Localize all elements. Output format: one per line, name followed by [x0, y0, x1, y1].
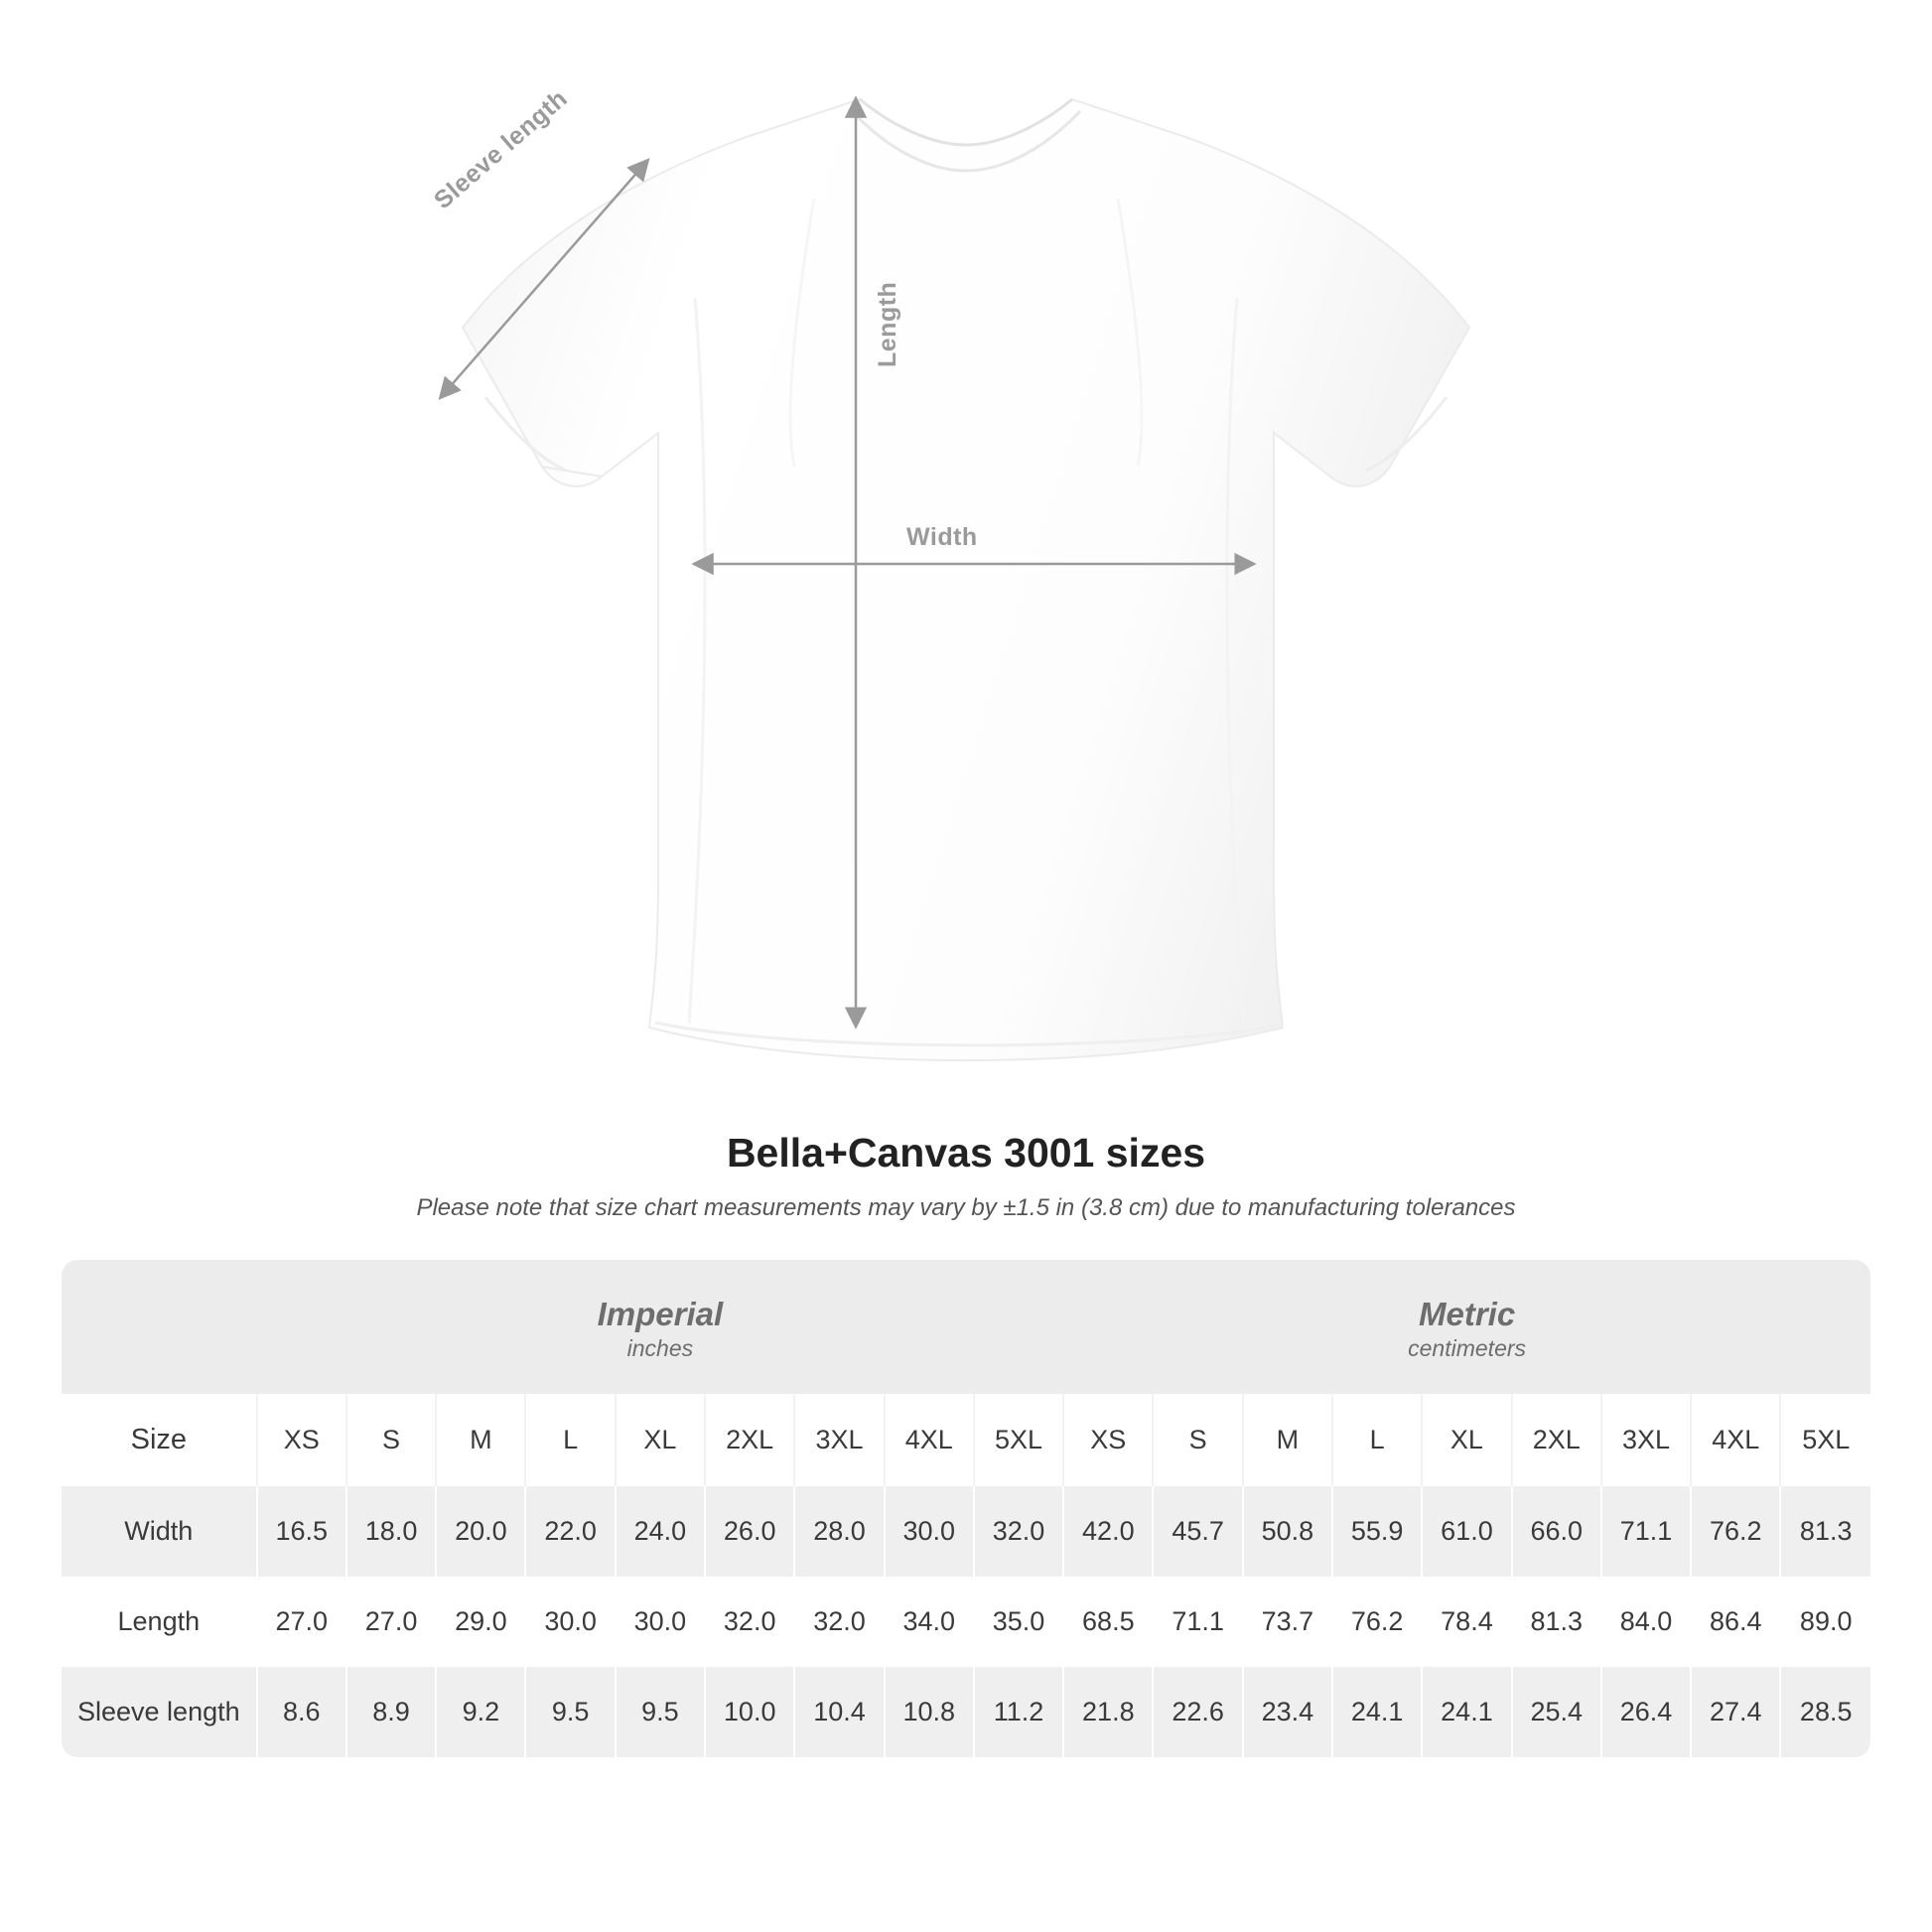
size-header-cell: XL: [616, 1394, 705, 1486]
table-cell: 68.5: [1063, 1577, 1153, 1667]
table-cell: 22.0: [525, 1486, 615, 1577]
table-cell: 81.3: [1512, 1577, 1601, 1667]
row-label-width: Width: [62, 1486, 257, 1577]
table-cell: 22.6: [1153, 1667, 1242, 1757]
size-header-cell: L: [1332, 1394, 1422, 1486]
table-cell: 35.0: [974, 1577, 1063, 1667]
table-cell: 24.0: [616, 1486, 705, 1577]
table-cell: 32.0: [794, 1577, 884, 1667]
table-cell: 73.7: [1243, 1577, 1332, 1667]
table-row: [62, 1577, 1870, 1667]
table-cell: 9.5: [525, 1667, 615, 1757]
size-header-row: [62, 1394, 1870, 1486]
table-cell: 24.1: [1332, 1667, 1422, 1757]
table-cell: 71.1: [1153, 1577, 1242, 1667]
table-cell: 27.4: [1691, 1667, 1780, 1757]
page-title: Bella+Canvas 3001 sizes: [726, 1130, 1206, 1175]
size-header-cell: 4XL: [1691, 1394, 1780, 1486]
row-label-length: Length: [62, 1577, 257, 1667]
size-header-cell: 2XL: [705, 1394, 794, 1486]
unit-group-metric: [1063, 1260, 1870, 1394]
size-header-cell: S: [1153, 1394, 1242, 1486]
table-cell: 89.0: [1780, 1577, 1870, 1667]
table-cell: 55.9: [1332, 1486, 1422, 1577]
size-header-cell: 4XL: [885, 1394, 974, 1486]
table-cell: 18.0: [346, 1486, 436, 1577]
unit-group-imperial-name: Imperial: [597, 1296, 724, 1332]
table-cell: 81.3: [1780, 1486, 1870, 1577]
table-cell: 76.2: [1691, 1486, 1780, 1577]
size-header-cell: S: [346, 1394, 436, 1486]
table-cell: 26.0: [705, 1486, 794, 1577]
table-cell: 23.4: [1243, 1667, 1332, 1757]
table-cell: 21.8: [1063, 1667, 1153, 1757]
unit-group-row: [62, 1260, 1870, 1394]
unit-group-spacer: [62, 1260, 257, 1394]
size-header-cell: XS: [257, 1394, 346, 1486]
table-cell: 76.2: [1332, 1577, 1422, 1667]
table-cell: 10.0: [705, 1667, 794, 1757]
table-cell: 32.0: [974, 1486, 1063, 1577]
table-cell: 66.0: [1512, 1486, 1601, 1577]
table-cell: 45.7: [1153, 1486, 1242, 1577]
table-cell: 16.5: [257, 1486, 346, 1577]
unit-group-imperial: [257, 1260, 1064, 1394]
table-cell: 26.4: [1601, 1667, 1691, 1757]
table-cell: 42.0: [1063, 1486, 1153, 1577]
tshirt-shape: [463, 99, 1469, 1060]
table-cell: 11.2: [974, 1667, 1063, 1757]
tolerance-note: Please note that size chart measurements may vary by ±1.5 in (3.8 cm) due to manufacturing tolerances: [416, 1194, 1516, 1221]
table-cell: 27.0: [257, 1577, 346, 1667]
size-header-cell: 3XL: [794, 1394, 884, 1486]
sleeve-length-label: Sleeve length: [429, 83, 573, 215]
row-label-sleeve-length: Sleeve length: [62, 1667, 257, 1757]
size-header-cell: 2XL: [1512, 1394, 1601, 1486]
size-header-label: Size: [62, 1394, 257, 1486]
size-header-cell: 5XL: [1780, 1394, 1870, 1486]
title-block: [0, 1130, 1932, 1222]
table-cell: 8.6: [257, 1667, 346, 1757]
table-cell: 32.0: [705, 1577, 794, 1667]
table-cell: 10.8: [885, 1667, 974, 1757]
table-cell: 28.5: [1780, 1667, 1870, 1757]
table-cell: 24.1: [1422, 1667, 1511, 1757]
table-cell: 86.4: [1691, 1577, 1780, 1667]
table-cell: 9.2: [436, 1667, 525, 1757]
size-header-cell: XS: [1063, 1394, 1153, 1486]
table-cell: 28.0: [794, 1486, 884, 1577]
size-header-cell: L: [525, 1394, 615, 1486]
table-cell: 50.8: [1243, 1486, 1332, 1577]
table-cell: 84.0: [1601, 1577, 1691, 1667]
table-cell: 30.0: [525, 1577, 615, 1667]
size-header-cell: 5XL: [974, 1394, 1063, 1486]
table-cell: 61.0: [1422, 1486, 1511, 1577]
table-cell: 9.5: [616, 1667, 705, 1757]
table-cell: 8.9: [346, 1667, 436, 1757]
length-label: Length: [874, 281, 901, 367]
table-cell: 20.0: [436, 1486, 525, 1577]
table-cell: 29.0: [436, 1577, 525, 1667]
table-row: [62, 1486, 1870, 1577]
table-cell: 71.1: [1601, 1486, 1691, 1577]
size-header-cell: M: [436, 1394, 525, 1486]
width-label: Width: [906, 523, 978, 551]
table-cell: 34.0: [885, 1577, 974, 1667]
table-cell: 10.4: [794, 1667, 884, 1757]
table-cell: 25.4: [1512, 1667, 1601, 1757]
table-cell: 30.0: [616, 1577, 705, 1667]
size-header-cell: M: [1243, 1394, 1332, 1486]
table-cell: 30.0: [885, 1486, 974, 1577]
unit-group-metric-name: Metric: [1418, 1296, 1516, 1332]
unit-group-imperial-sub: inches: [626, 1335, 694, 1362]
unit-group-metric-sub: centimeters: [1408, 1335, 1527, 1362]
table-row: [62, 1667, 1870, 1757]
size-header-cell: XL: [1422, 1394, 1511, 1486]
table-cell: 78.4: [1422, 1577, 1511, 1667]
table-cell: 27.0: [346, 1577, 436, 1667]
size-header-cell: 3XL: [1601, 1394, 1691, 1486]
size-table: [62, 1260, 1870, 1757]
size-table-container: [62, 1260, 1870, 1757]
